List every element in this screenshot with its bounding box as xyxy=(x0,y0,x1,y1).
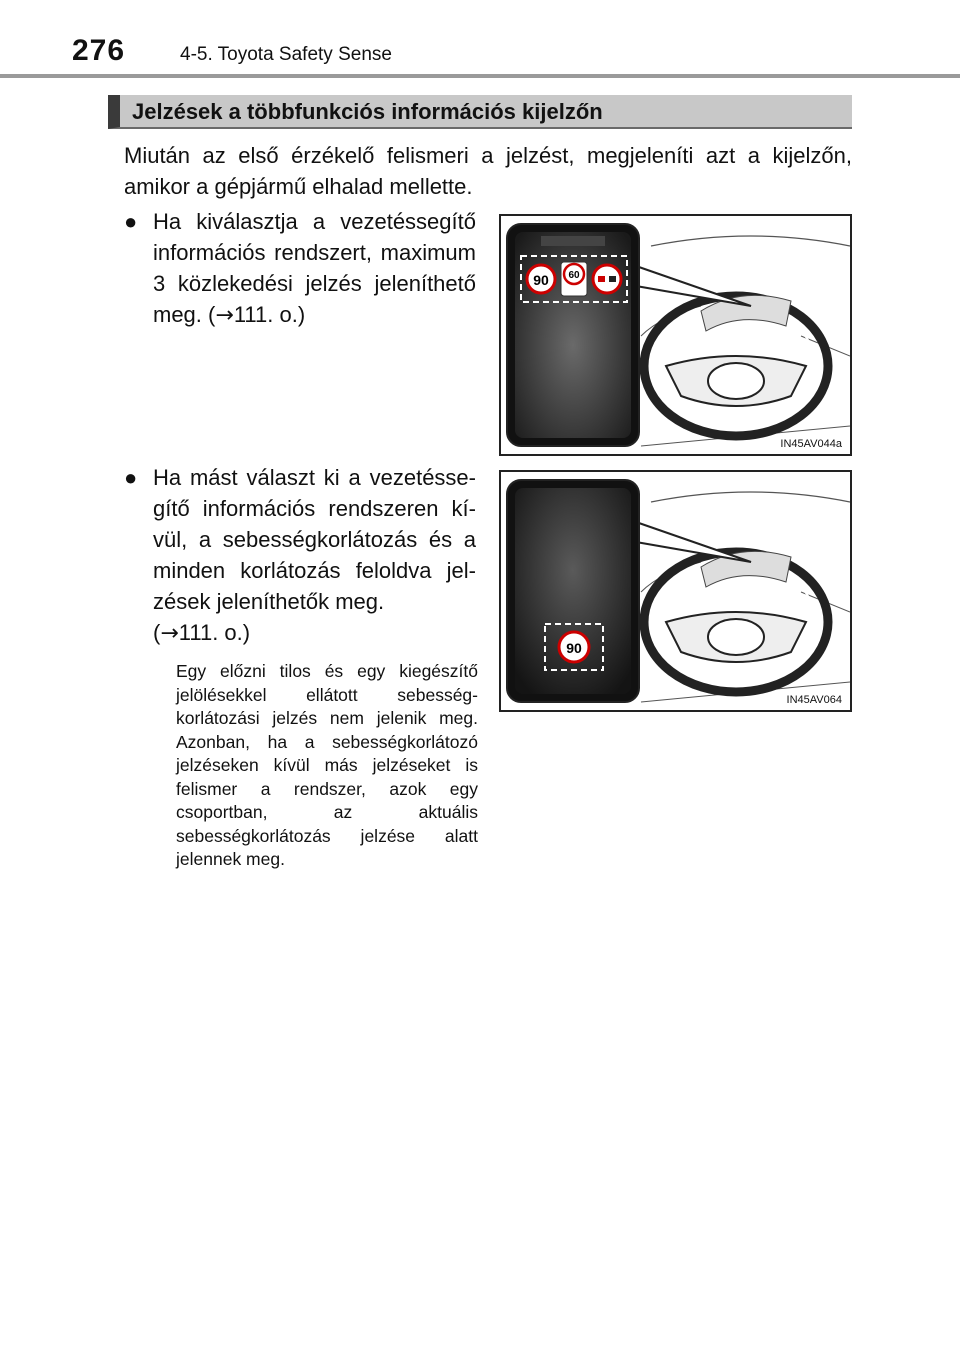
page-reference-2: 111. o.) xyxy=(178,620,251,645)
page-reference-1: 111. o.) xyxy=(233,302,306,327)
figure-code: IN45AV064 xyxy=(786,694,842,706)
dashboard-illustration xyxy=(501,472,850,710)
no-overtaking-sign-icon xyxy=(593,265,621,293)
note-paragraph: Egy előzni tilos és egy kiegészítő jelölésekkel ellátott sebességkorlátozási jelzés nem jelenik meg. Azonban, ha a sebességkorlátozó jelzéseken kívül más jelzéseket is felismer a rendszer, azok egy csoportban, az aktuális sebességkorlátozás jelzése alatt jelennek meg. xyxy=(176,661,478,869)
bullet-dot-icon: ● xyxy=(124,465,138,490)
sign-speed-60: 60 xyxy=(568,270,580,281)
dashboard-illustration xyxy=(501,216,850,454)
figure-code: IN45AV044a xyxy=(780,438,842,450)
intro-paragraph: Miután az első érzékelő felismeri a jelzést, megjeleníti azt a kijelzőn, amikor a gépjármű elhalad mellette. xyxy=(124,143,852,199)
sign-speed-90: 90 xyxy=(566,640,582,656)
header-rule xyxy=(0,74,960,78)
section-heading xyxy=(108,95,852,129)
figure-dashboard-three-signs xyxy=(499,214,852,456)
bullet-text-2: Ha mást választ ki a vezetéssegítő információs rendszeren kívül, a sebességkorlátozás és a minden korlátozás feloldva jelzések jeleníthetők meg. xyxy=(153,465,476,614)
arrow-right-icon: → xyxy=(215,303,234,328)
bullet-item-1: ● Ha kiválasztja a vezetéssegítő információs rendszert, maximum 3 közlekedési jelzés jeleníthető meg. (→111. o.) xyxy=(153,206,476,331)
arrow-right-icon: → xyxy=(160,621,179,646)
bullet-text-1: Ha kiválasztja a vezetéssegítő információs rendszert, maximum 3 közlekedési jelzés jeleníthető meg. xyxy=(153,209,476,327)
bullet-dot-icon: ● xyxy=(124,209,138,234)
figure-dashboard-speed-sign xyxy=(499,470,852,712)
page-number: 276 xyxy=(72,34,126,67)
section-heading-text: Jelzések a többfunkciós információs kijelzőn xyxy=(132,99,603,124)
chapter-title: 4-5. Toyota Safety Sense xyxy=(180,44,392,65)
sign-speed-90: 90 xyxy=(533,272,549,288)
bullet-item-2: ● Ha mást választ ki a vezetéssegítő információs rendszeren kívül, a sebességkorlátozás és a minden korlátozás feloldva jelzések jeleníthetők meg. (→111. o.) xyxy=(153,462,476,649)
